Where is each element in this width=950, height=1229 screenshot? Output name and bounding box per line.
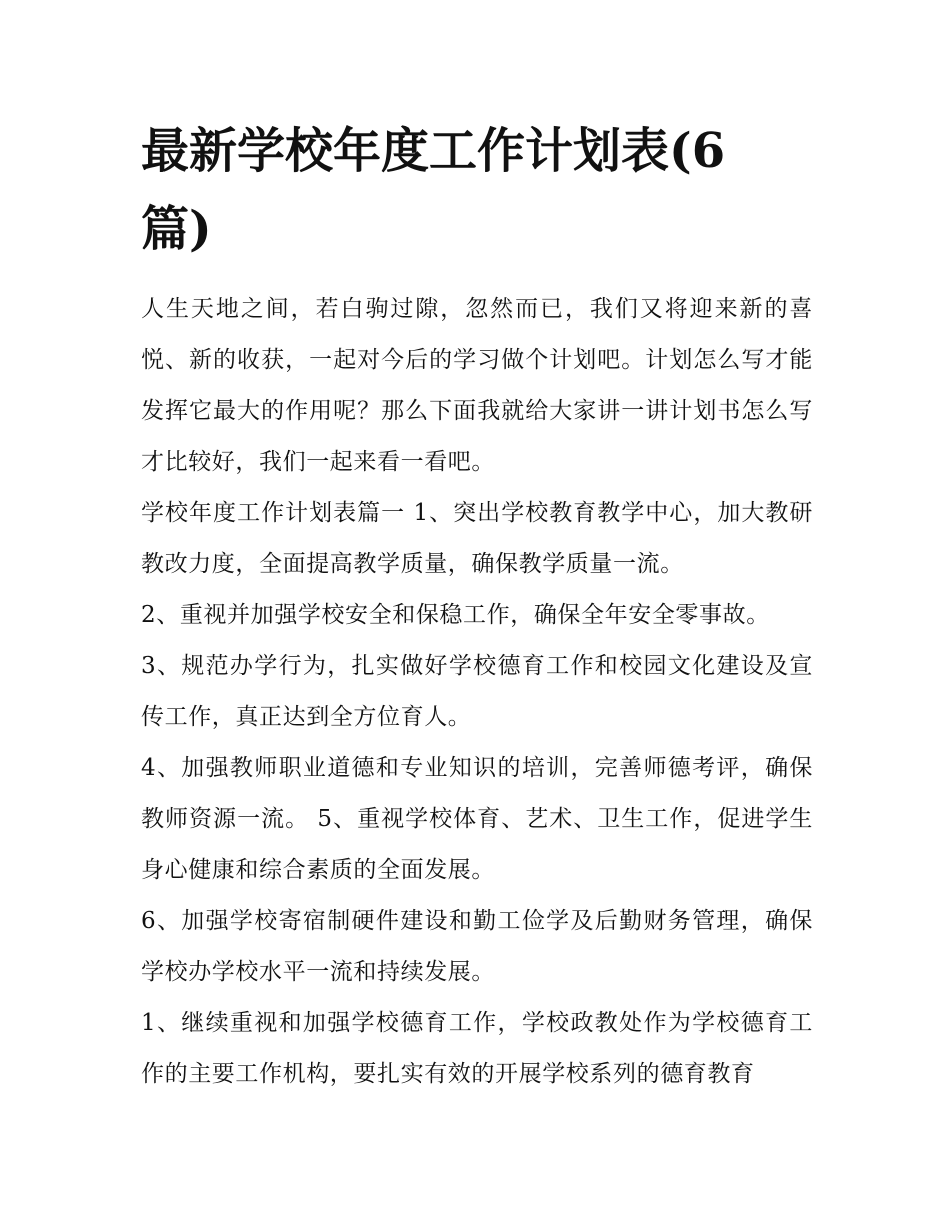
paragraph-item-4-5: 4、加强教师职业道德和专业知识的培训，完善师德考评，确保教师资源一流。 5、重视学校体育、艺术、卫生工作，促进学生身心健康和综合素质的全面发展。 [141,755,813,883]
paragraph-intro: 人生天地之间，若白驹过隙，忽然而已，我们又将迎来新的喜悦、新的收获，一起对今后的学习做个计划吧。计划怎么写才能发挥它最大的作用呢？那么下面我就给大家讲一讲计划书怎么写才比较好，我们一起来看一看吧。 [141,296,813,475]
paragraph-plan-1: 学校年度工作计划表篇一 1、突出学校教育教学中心，加大教研教改力度，全面提高教学质量，确保教学质量一流。 [141,500,813,577]
paragraph-item-2: 2、重视并加强学校安全和保稳工作，确保全年安全零事故。 [141,602,770,628]
document-body [141,112,813,1100]
paragraph-item-3: 3、规范办学行为，扎实做好学校德育工作和校园文化建设及宣传工作，真正达到全方位育人。 [141,653,813,730]
paragraph-moral-education: 1、继续重视和加强学校德育工作，学校政教处作为学校德育工作的主要工作机构，要扎实有效的开展学校系列的德育教育 [141,1010,813,1087]
paragraph-item-6: 6、加强学校寄宿制硬件建设和勤工俭学及后勤财务管理，确保学校办学校水平一流和持续发展。 [141,908,813,985]
document-title: 最新学校年度工作计划表(6篇) [141,123,726,257]
